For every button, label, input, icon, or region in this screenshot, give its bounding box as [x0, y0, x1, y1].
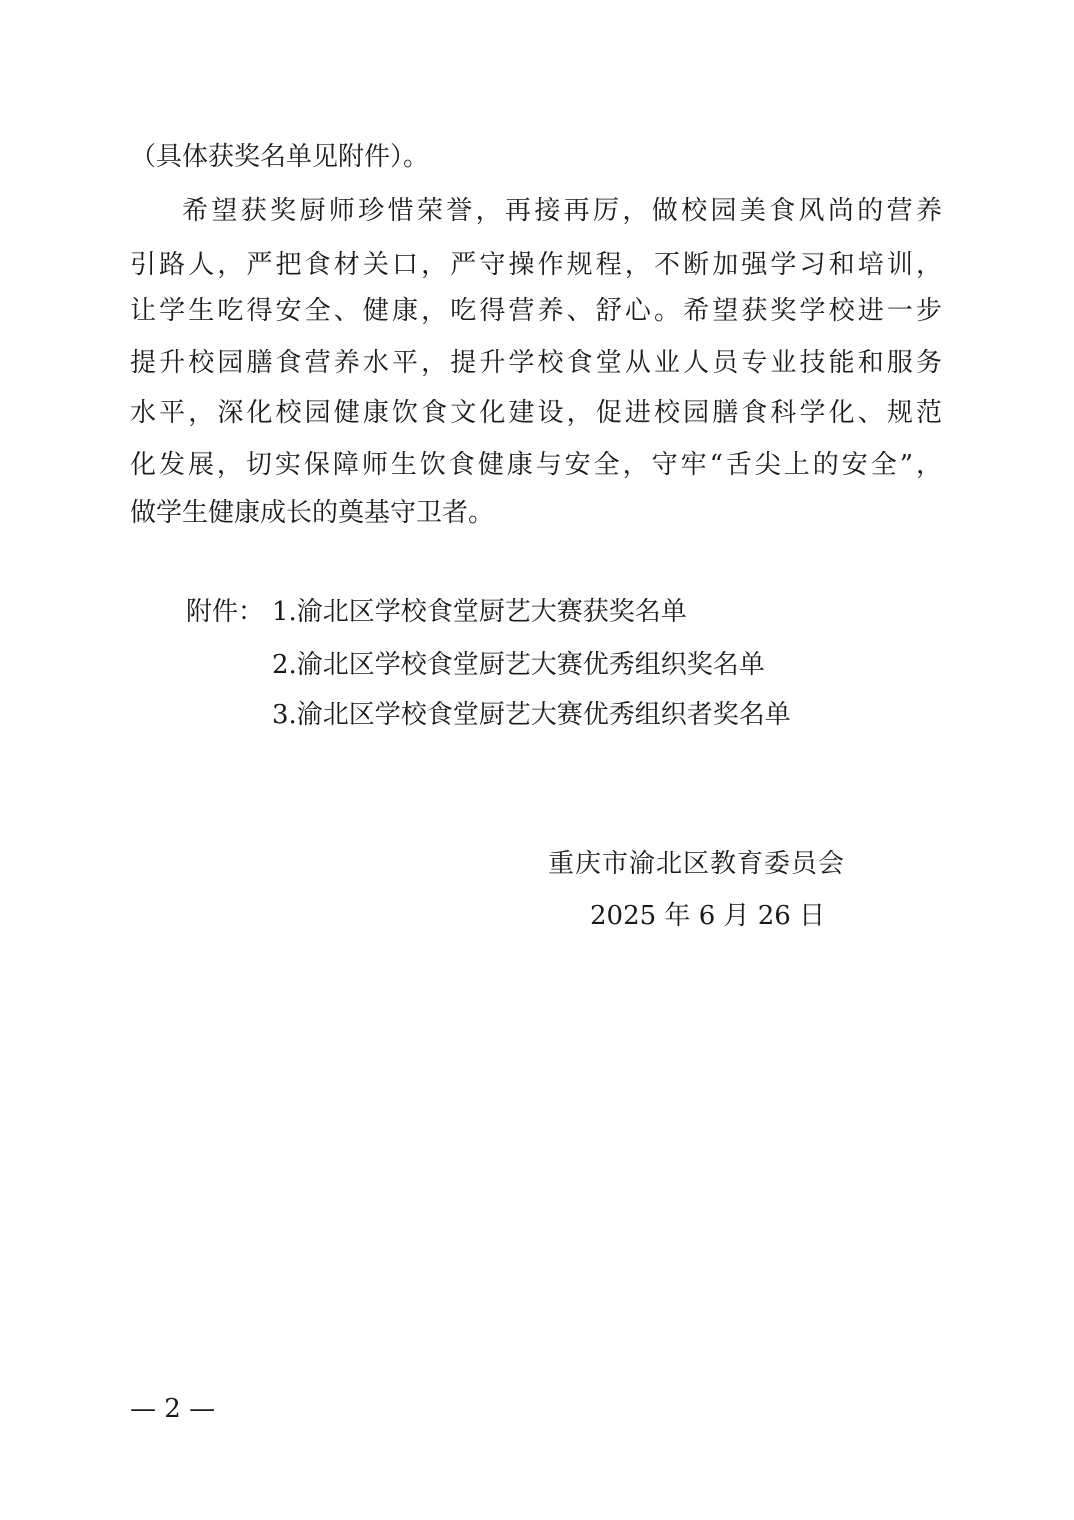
page-number: — 2 —: [130, 1394, 216, 1424]
signature-date: 2025 年 6 月 26 日: [590, 901, 826, 931]
paragraph-line-1: 希望获奖厨师珍惜荣誉，再接再厉，做校园美食风尚的营养: [182, 196, 942, 226]
paragraph-line-2: 引路人，严把食材关口，严守操作规程，不断加强学习和培训，: [130, 250, 942, 280]
attachment-item-3: 3.渝北区学校食堂厨艺大赛优秀组织者奖名单: [272, 700, 791, 730]
paragraph-line-5: 水平，深化校园健康饮食文化建设，促进校园膳食科学化、规范: [130, 398, 942, 428]
paragraph-line-7: 做学生健康成长的奠基守卫者。: [130, 498, 495, 528]
attachment-item-2: 2.渝北区学校食堂厨艺大赛优秀组织奖名单: [272, 650, 765, 680]
paragraph-line-6: 化发展，切实保障师生饮食健康与安全，守牢“舌尖上的安全”，: [130, 450, 942, 480]
attachments-label: 附件：: [186, 597, 265, 627]
attachment-item-1: 1.渝北区学校食堂厨艺大赛获奖名单: [272, 597, 687, 627]
signature-organization: 重庆市渝北区教育委员会: [548, 849, 846, 879]
paragraph-line-4: 提升校园膳食营养水平，提升学校食堂从业人员专业技能和服务: [130, 348, 942, 378]
paragraph-line-3: 让学生吃得安全、健康，吃得营养、舒心。希望获奖学校进一步: [130, 296, 942, 326]
opening-line: （具体获奖名单见附件）。: [130, 142, 430, 172]
